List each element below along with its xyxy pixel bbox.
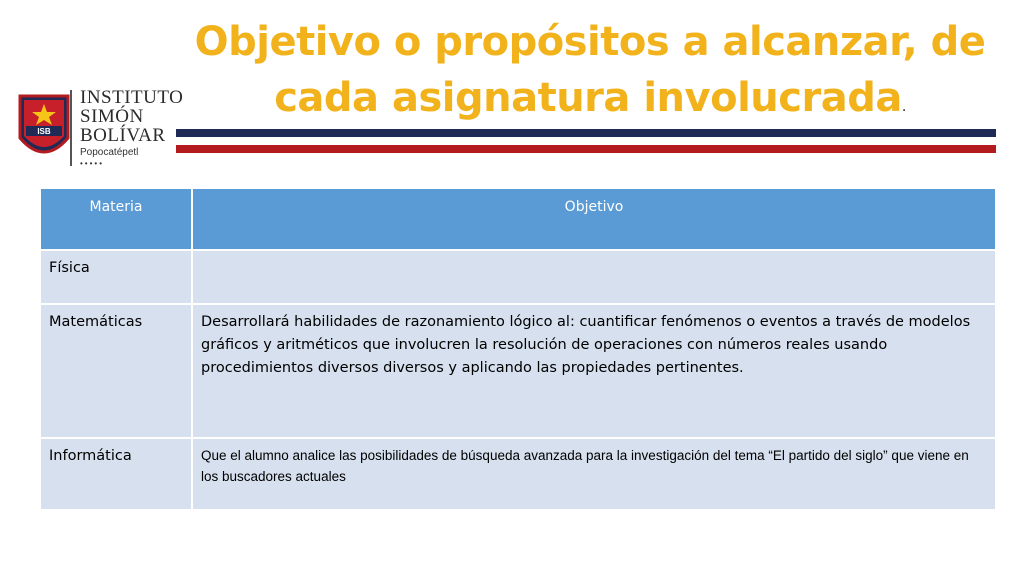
cell-materia: Informática [40, 438, 192, 510]
red-stripe [176, 145, 996, 153]
logo-divider [70, 90, 72, 166]
cell-objetivo: Desarrollará habilidades de razonamiento lógico al: cuantificar fenómenos o eventos a través de modelos gráficos y aritméticos que involucren la resolución de operaciones con números reales usando procedimientos diversos diversos y aplicando las propiedades pertinentes. [192, 304, 996, 438]
cell-materia: Física [40, 250, 192, 304]
slide-title [170, 14, 1010, 135]
table-row [40, 304, 996, 438]
navy-stripe [176, 129, 996, 137]
logo-initials: ISB [37, 127, 51, 136]
logo-line-2: SIMÓN [80, 106, 144, 127]
cell-objetivo: Que el alumno analice las posibilidades de búsqueda avanzada para la investigación del tema “El partido del siglo” que viene en los buscadores actuales [192, 438, 996, 510]
cell-materia: Matemáticas [40, 304, 192, 438]
header-objetivo: Objetivo [192, 188, 996, 250]
title-line-1: Objetivo o propósitos a alcanzar, de [194, 19, 986, 65]
table-row [40, 250, 996, 304]
objectives-table [39, 187, 997, 511]
title-trailing-dot: . [901, 99, 906, 115]
title-line-2-text: cada asignatura involucrada [274, 75, 902, 121]
table-row [40, 438, 996, 510]
logo-text [80, 88, 183, 169]
logo-line-3: BOLÍVAR [80, 125, 166, 146]
header-materia: Materia [40, 188, 192, 250]
cell-objetivo [192, 250, 996, 304]
title-line-2 [170, 70, 1010, 135]
logo-dots: ••••• [80, 159, 105, 168]
logo-line-1: INSTITUTO [80, 87, 184, 108]
table-header-row [40, 188, 996, 250]
school-shield-logo [14, 88, 74, 168]
logo-location: Popocatépetl [80, 147, 139, 158]
